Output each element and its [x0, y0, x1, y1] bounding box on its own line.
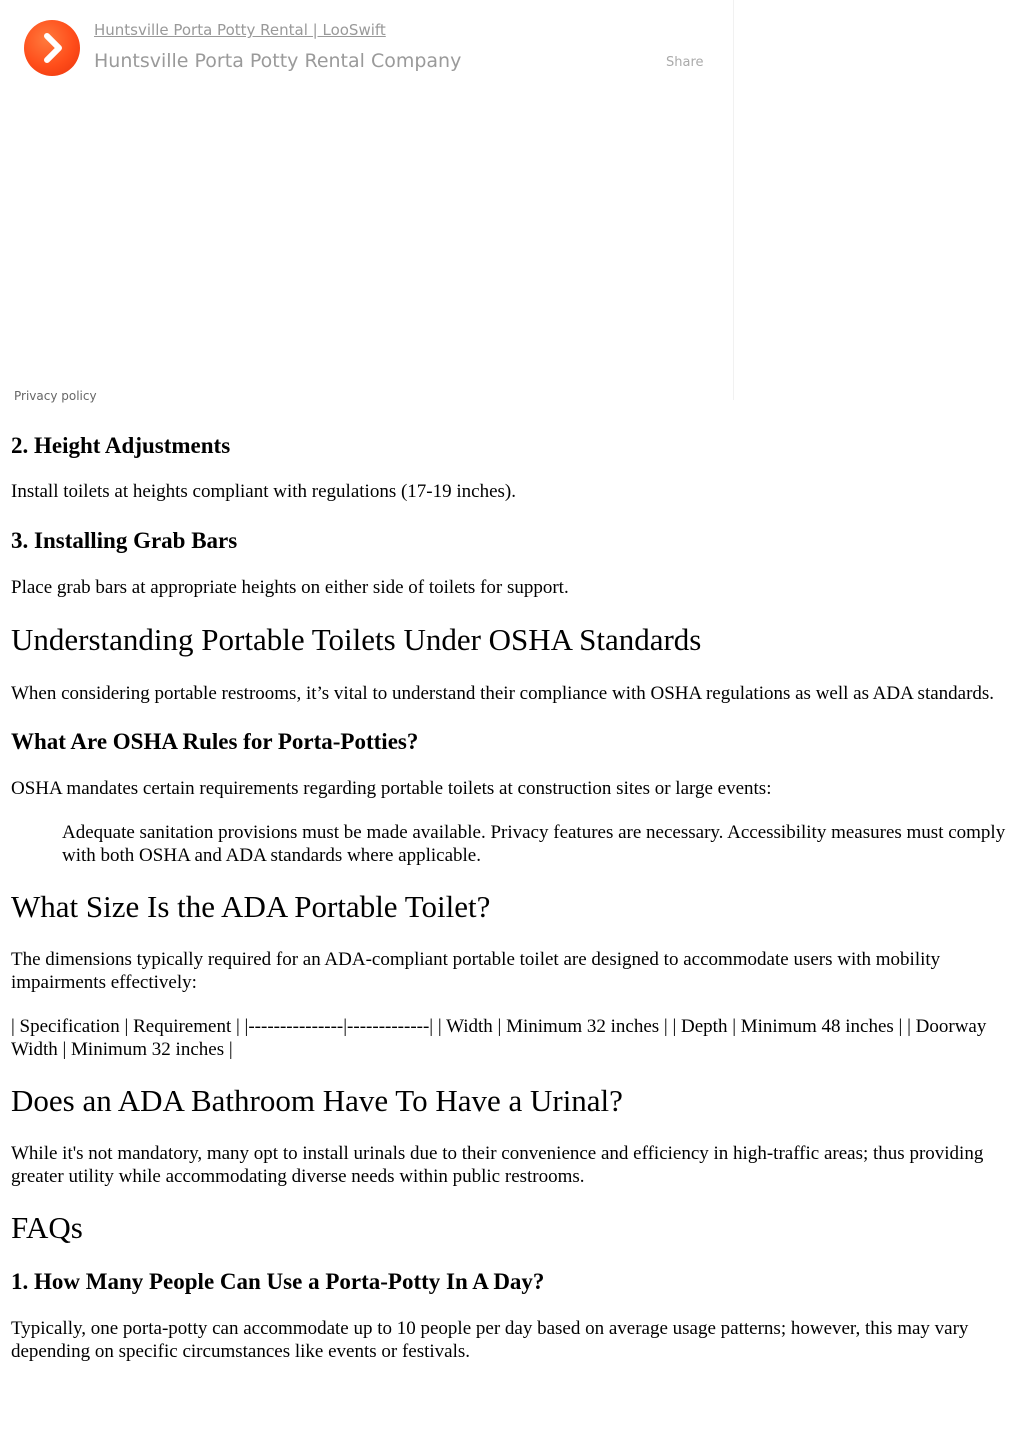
- paragraph-faq-1: Typically, one porta-potty can accommodate up to 10 people per day based on average usage patterns; however, this may vary depending on specific circumstances like events or festivals.: [11, 1318, 969, 1363]
- track-title[interactable]: Huntsville Porta Potty Rental Company: [94, 50, 462, 72]
- paragraph-grab-bars: Place grab bars at appropriate heights on either side of toilets for support.: [11, 577, 569, 599]
- track-link[interactable]: Huntsville Porta Potty Rental | LooSwift: [94, 21, 386, 39]
- heading-grab-bars: 3. Installing Grab Bars: [11, 527, 238, 553]
- play-button[interactable]: [24, 20, 80, 76]
- blockquote-osha: Adequate sanitation provisions must be made available. Privacy features are necessary. Accessibility measures must comply with both OSHA and ADA standards where applicable.: [62, 821, 1006, 866]
- heading-osha-rules: What Are OSHA Rules for Porta-Potties?: [11, 729, 419, 755]
- embedded-audio-player: [0, 0, 735, 400]
- heading-height-adjustments: 2. Height Adjustments: [11, 433, 231, 458]
- heading-faqs: FAQs: [11, 1210, 83, 1246]
- paragraph-osha-rules: OSHA mandates certain requirements regarding portable toilets at construction sites or large events:: [11, 777, 772, 799]
- heading-ada-size: What Size Is the ADA Portable Toilet?: [11, 888, 491, 924]
- heading-urinal: Does an ADA Bathroom Have To Have a Urinal?: [11, 1083, 623, 1119]
- paragraph-size-table: | Specification | Requirement | |---------------|-------------| | Width | Minimum 32 inches | | Depth | Minimum 48 inches | | Doorway Width | Minimum 32 inches |: [11, 1016, 987, 1061]
- paragraph-ada-size: The dimensions typically required for an ADA-compliant portable toilet are designed to accommodate users with mobility impairments effectively:: [11, 949, 941, 994]
- heading-faq-1: 1. How Many People Can Use a Porta-Potty In A Day?: [11, 1268, 545, 1294]
- heading-osha-standards: Understanding Portable Toilets Under OSHA Standards: [11, 622, 702, 658]
- play-icon: [24, 20, 80, 76]
- paragraph-height: Install toilets at heights compliant with regulations (17-19 inches).: [11, 480, 516, 502]
- share-button[interactable]: Share: [666, 55, 704, 70]
- paragraph-urinal: While it's not mandatory, many opt to install urinals due to their convenience and efficiency in high-traffic areas; thus providing greater utility while accommodating diverse needs within public restrooms.: [11, 1143, 984, 1188]
- article-body: [11, 420, 1011, 1363]
- privacy-policy-link[interactable]: Privacy policy: [14, 389, 97, 403]
- player-divider: [733, 0, 734, 400]
- paragraph-osha: When considering portable restrooms, it’s vital to understand their compliance with OSHA regulations as well as ADA standards.: [11, 683, 995, 705]
